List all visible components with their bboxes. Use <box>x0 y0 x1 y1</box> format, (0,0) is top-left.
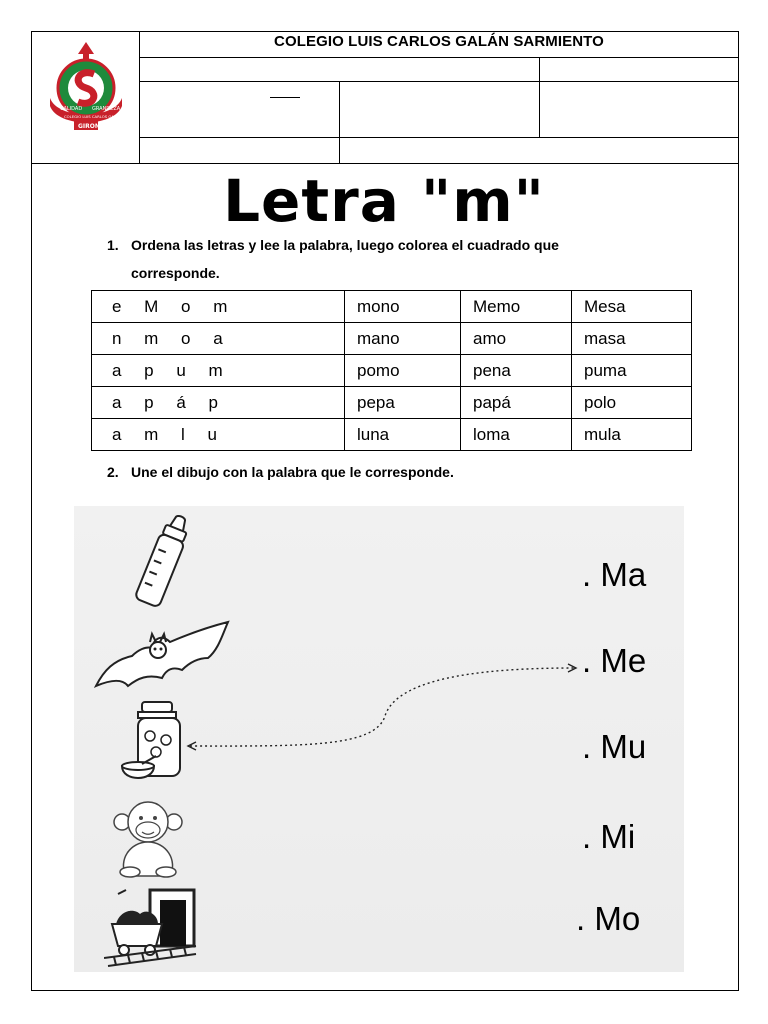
instruction-number: 1. <box>107 237 119 253</box>
mine-cart-icon[interactable] <box>104 884 200 970</box>
word-option[interactable]: mano <box>345 323 461 355</box>
word-option[interactable]: mula <box>572 419 692 451</box>
school-logo <box>44 38 128 134</box>
logo-text: COLEGIO LUIS CARLOS GALÁN <box>64 114 122 119</box>
header-divider <box>139 31 140 163</box>
school-name: COLEGIO LUIS CARLOS GALÁN SARMIENTO <box>274 33 604 50</box>
word-option[interactable]: papá <box>461 387 572 419</box>
word-option[interactable]: loma <box>461 419 572 451</box>
scrambled-letters: a m l u <box>92 419 345 451</box>
logo-text: CALIDAD <box>60 106 83 112</box>
syllable-mo[interactable]: . Mo <box>576 900 641 937</box>
word-option[interactable]: amo <box>461 323 572 355</box>
syllable-ma[interactable]: . Ma <box>582 556 647 593</box>
scrambled-letters: a p á p <box>92 387 345 419</box>
word-option[interactable]: pena <box>461 355 572 387</box>
header-divider <box>539 57 540 137</box>
jar-icon[interactable] <box>118 700 188 784</box>
instruction-text: corresponde. <box>131 265 220 281</box>
word-option[interactable]: luna <box>345 419 461 451</box>
connector-line <box>180 660 590 760</box>
header-divider <box>31 163 739 164</box>
table-row <box>92 387 692 419</box>
scrambled-letters: n m o a <box>92 323 345 355</box>
monkey-icon[interactable] <box>108 800 190 878</box>
scrambled-letters: e M o m <box>92 291 345 323</box>
page-title: Letra "m" <box>223 167 545 235</box>
instruction-2 <box>107 458 707 486</box>
header-divider <box>139 137 739 138</box>
syllable-me[interactable]: . Me <box>582 642 647 679</box>
word-option[interactable]: mono <box>345 291 461 323</box>
scrambled-letters: a p u m <box>92 355 345 387</box>
instruction-number: 2. <box>107 464 119 480</box>
word-option[interactable]: Memo <box>461 291 572 323</box>
word-option[interactable]: Mesa <box>572 291 692 323</box>
header-divider <box>139 81 739 82</box>
header-divider <box>139 57 739 58</box>
instruction-1 <box>107 231 707 287</box>
table-row <box>92 355 692 387</box>
table-row <box>92 419 692 451</box>
header-divider <box>339 81 340 163</box>
word-option[interactable]: masa <box>572 323 692 355</box>
blank-dash <box>270 97 300 98</box>
table-row <box>92 291 692 323</box>
word-option[interactable]: pepa <box>345 387 461 419</box>
instruction-text: Ordena las letras y lee la palabra, luego colorea el cuadrado que <box>131 237 559 253</box>
syllable-mi[interactable]: . Mi <box>582 818 636 855</box>
baby-bottle-icon[interactable] <box>128 512 198 612</box>
logo-text: GRANDEZA <box>92 106 121 112</box>
word-table <box>91 290 692 451</box>
word-option[interactable]: pomo <box>345 355 461 387</box>
word-option[interactable]: puma <box>572 355 692 387</box>
table-row <box>92 323 692 355</box>
logo-text: GIRON <box>78 123 100 130</box>
word-option[interactable]: polo <box>572 387 692 419</box>
instruction-text: Une el dibujo con la palabra que le corresponde. <box>131 464 454 480</box>
syllable-mu[interactable]: . Mu <box>582 728 647 765</box>
header-grid <box>31 31 739 163</box>
